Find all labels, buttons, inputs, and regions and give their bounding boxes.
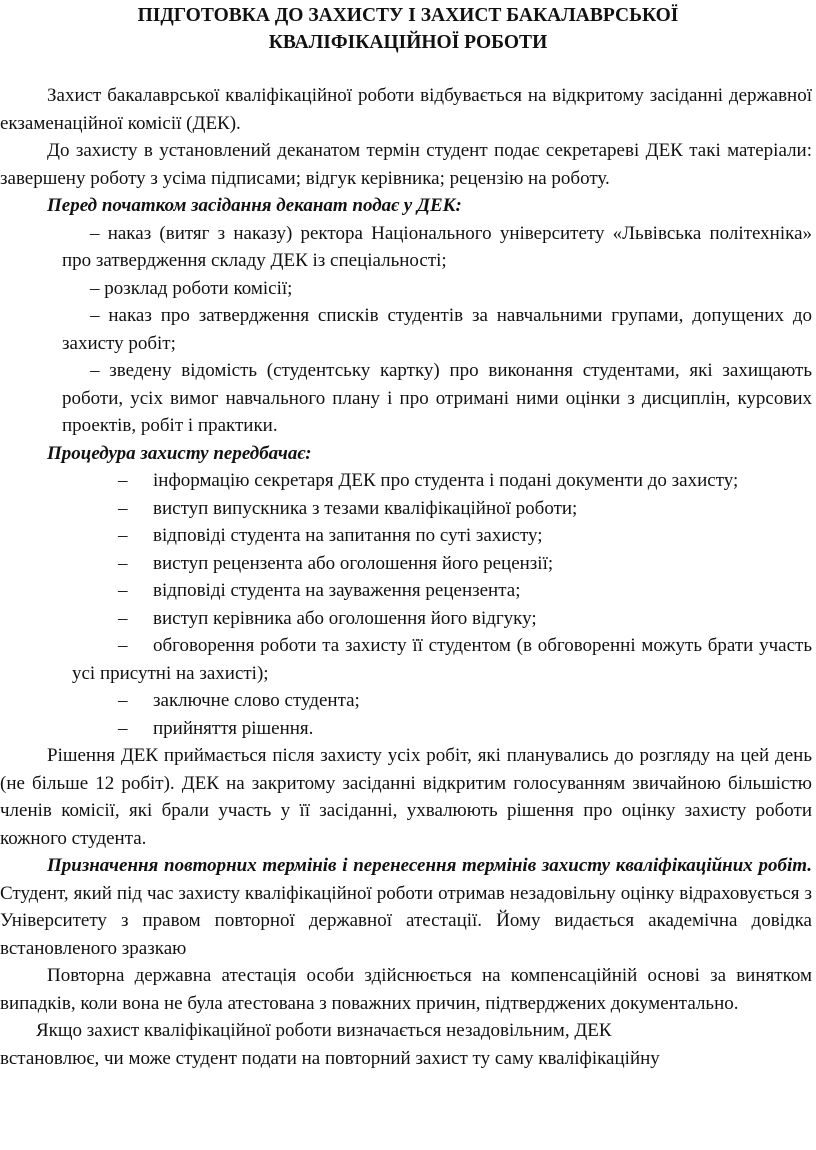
paragraph-repeat-terms [0, 852, 812, 962]
dash-marker: – [118, 635, 128, 656]
procedure-item-text: виступ керівника або оголошення його відгуку; [153, 607, 537, 629]
procedure-list-item [0, 577, 812, 605]
dean-list-item: – розклад роботи комісії; [90, 277, 293, 299]
procedure-item-text: виступ випускника з тезами кваліфікаційної роботи; [153, 497, 578, 519]
paragraph-unsatisfactory [0, 1017, 812, 1072]
title-line-1: ПІДГОТОВКА ДО ЗАХИСТУ І ЗАХИСТ БАКАЛАВРСЬКОЇ [137, 5, 679, 26]
procedure-heading: Процедура захисту передбачає: [47, 442, 312, 464]
dash-marker: – [118, 607, 128, 629]
title-line-2: КВАЛІФІКАЦІЙНОЇ РОБОТИ [268, 32, 548, 53]
procedure-list-item [0, 632, 812, 687]
procedure-list-item [0, 522, 812, 550]
procedure-list-item [0, 715, 812, 743]
procedure-item-text: прийняття рішення. [153, 717, 314, 739]
paragraph-repeat-attestation: Повторна державна атестація особи здійснюється на компенсаційній основі за винятком випадків, коли вона не була атестована з поважних причин, підтверджених документально. [0, 965, 812, 1014]
dash-marker: – [118, 690, 128, 711]
repeat-terms-text: Студент, який під час захисту кваліфікаційної роботи отримав незадовільну оцінку відраховується з Університету з правом повторної державної атестації. Йому видається академічна довідка встановленого зразкаю [0, 882, 812, 959]
dean-list-item: – наказ про затвердження списків студентів за навчальними групами, допущених до захисту робіт; [62, 305, 812, 354]
procedure-item-text: відповіді студента на зауваження рецензента; [153, 580, 521, 601]
dash-marker: – [118, 552, 128, 574]
procedure-list-item [0, 495, 812, 523]
paragraph-defense-intro: Захист бакалаврської кваліфікаційної роботи відбувається на відкритому засіданні державної екзаменаційної комісії (ДЕК). [0, 85, 812, 134]
paragraph-materials: До захисту в установлений деканатом термін студент подає секретареві ДЕК такі матеріали: завершену роботу з усіма підписами; відгук керівника; рецензію на роботу. [0, 140, 812, 189]
unsatisfactory-line-2: встановлює, чи може студент подати на повторний захист ту саму кваліфікаційну [0, 1047, 660, 1069]
dash-marker: – [118, 717, 128, 739]
repeat-terms-heading: Призначення повторних термінів і перенесення термінів захисту кваліфікаційних робіт. [47, 855, 812, 876]
procedure-item-text: інформацію секретаря ДЕК про студента і подані документи до захисту; [153, 470, 739, 491]
paragraph-decision: Рішення ДЕК приймається після захисту усіх робіт, які планувались до розгляду на цей день (не більше 12 робіт). ДЕК на закритому засіданні відкритим голосуванням звичайною більшістю членів комісії, які брали участь у її засіданні, ухвалюють рішення про оцінку захисту роботи кожного студента. [0, 745, 812, 849]
procedure-list-item [0, 550, 812, 578]
dash-marker: – [118, 580, 128, 601]
procedure-item-text: відповіді студента на запитання по суті захисту; [153, 525, 543, 546]
dash-marker: – [118, 525, 128, 546]
procedure-item-text: виступ рецензента або оголошення його рецензії; [153, 552, 554, 574]
unsatisfactory-line-1: Якщо захист кваліфікаційної роботи визначається незадовільним, ДЕК [36, 1020, 612, 1041]
dean-list-item: – наказ (витяг з наказу) ректора Національного університету «Львівська політехніка» про затвердження складу ДЕК із спеціальності; [62, 222, 812, 271]
dash-marker: – [118, 470, 128, 491]
dean-heading: Перед початком засідання деканат подає у ДЕК: [47, 195, 462, 216]
page-title [0, 2, 816, 56]
procedure-list-item [0, 467, 812, 495]
dean-list-item: – зведену відомість (студентську картку) про виконання студентами, які захищають роботи, усіх вимог навчального плану і про отримані ними оцінки з дисциплін, курсових проектів, робіт і практики. [62, 360, 812, 436]
procedure-list-item [0, 687, 812, 715]
procedure-item-text: заключне слово студента; [153, 690, 360, 711]
dash-marker: – [118, 497, 128, 519]
procedure-item-text: обговорення роботи та захисту її студентом (в обговоренні можуть брати участь усі присутні на захисті); [72, 635, 812, 684]
procedure-list-item [0, 605, 812, 633]
document-body [0, 82, 812, 1072]
